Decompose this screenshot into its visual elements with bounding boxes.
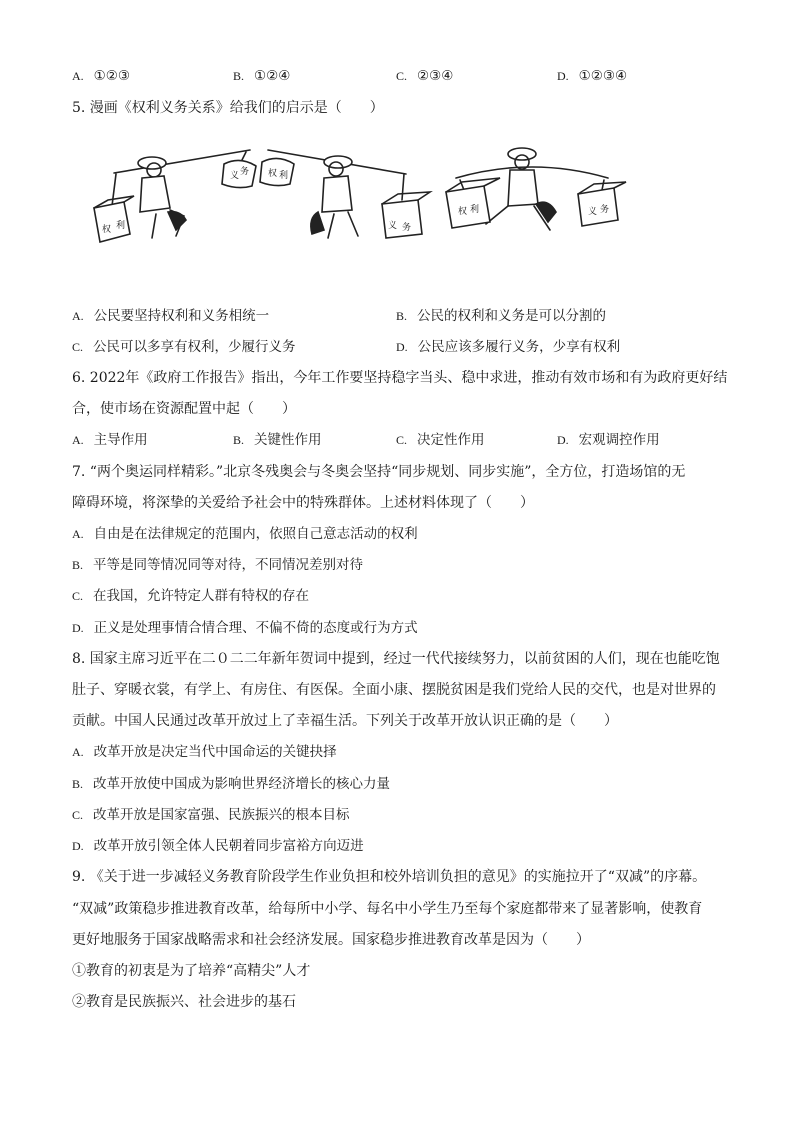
q5-option-d: D. 公民应该多履行义务，少享有权利: [396, 339, 621, 355]
q6-stem-line-1: 6. 2022年《政府工作报告》指出，今年工作要坚持稳字当头、稳中求进，推动有效市场和有为政府更好结: [72, 370, 728, 386]
q8-option-b: B. 改革开放使中国成为影响世界经济增长的核心力量: [72, 776, 391, 792]
q4-option-b: B. ①②④: [233, 68, 291, 84]
q5-stem: 5. 漫画《权利义务关系》给我们的启示是（ ）: [72, 100, 384, 116]
q4-option-d: D. ①②③④: [557, 68, 628, 84]
q6-option-c: C. 决定性作用: [396, 432, 485, 448]
q9-item-2: ②教育是民族振兴、社会进步的基石: [72, 994, 296, 1010]
q9-stem-line-1: 9. 《关于进一步减轻义务教育阶段学生作业负担和校外培训负担的意见》的实施拉开了“双减”的序幕。: [72, 869, 707, 885]
q5-option-b: B. 公民的权利和义务是可以分割的: [396, 308, 607, 324]
q5-option-a: A. 公民要坚持权利和义务相统一: [72, 308, 270, 324]
q7-option-b: B. 平等是同等情况同等对待，不同情况差别对待: [72, 557, 364, 573]
comic-label-li-3: 利: [470, 205, 480, 215]
rights-duties-comic: [72, 138, 632, 263]
comic-label-yi-1: 义: [230, 171, 240, 181]
q7-stem-line-2: 障碍环境，将深挚的关爱给予社会中的特殊群体。上述材料体现了（ ）: [72, 495, 534, 511]
q6-option-d: D. 宏观调控作用: [557, 432, 660, 448]
q7-option-a: A. 自由是在法律规定的范围内，依照自己意志活动的权利: [72, 526, 418, 542]
comic-label-quan-2: 权: [268, 169, 278, 179]
q4-option-c: C. ②③④: [396, 68, 454, 84]
comic-label-li-1: 利: [116, 221, 126, 231]
q8-stem-line-2: 肚子、穿暖衣裳，有学上、有房住、有医保。全面小康、摆脱贫困是我们党给人民的交代，也是对世界的: [72, 682, 716, 698]
comic-panel-3: [446, 148, 626, 230]
q8-stem-line-1: 8. 国家主席习近平在二０二二年新年贺词中提到，经过一代代接续努力，以前贫困的人们，现在也能吃饱: [72, 651, 720, 667]
comic-label-yi-3: 义: [588, 207, 598, 217]
q7-stem-line-1: 7. “两个奥运同样精彩。”北京冬残奥会与冬奥会坚持“同步规划、同步实施”，全方位，打造场馆的无: [72, 464, 686, 480]
comic-label-wu-3: 务: [600, 205, 610, 215]
q9-stem-line-2: “双减”政策稳步推进教育改革，给每所中小学、每名中小学生乃至每个家庭都带来了显著影响，使教育: [72, 901, 703, 917]
q9-stem-line-3: 更好地服务于国家战略需求和社会经济发展。国家稳步推进教育改革是因为（ ）: [72, 932, 590, 948]
q4-option-a: A. ①②③: [72, 68, 130, 84]
q6-option-a: A. 主导作用: [72, 432, 148, 448]
comic-label-quan-1: 权: [102, 225, 112, 235]
q7-option-d: D. 正义是处理事情合情合理、不偏不倚的态度或行为方式: [72, 620, 418, 636]
q8-option-c: C. 改革开放是国家富强、民族振兴的根本目标: [72, 807, 350, 823]
q6-option-b: B. 关键性作用: [233, 432, 322, 448]
q6-stem-line-2: 合，使市场在资源配置中起（ ）: [72, 401, 296, 417]
q8-option-a: A. 改革开放是决定当代中国命运的关键抉择: [72, 744, 337, 760]
comic-label-quan-3: 权: [458, 207, 468, 217]
q8-stem-line-3: 贡献。中国人民通过改革开放过上了幸福生活。下列关于改革开放认识正确的是（ ）: [72, 713, 618, 729]
comic-label-wu-2: 务: [402, 223, 412, 233]
comic-label-yi-2: 义: [388, 221, 398, 231]
q5-option-c: C. 公民可以多享有权利，少履行义务: [72, 339, 296, 355]
q7-option-c: C. 在我国，允许特定人群有特权的存在: [72, 588, 310, 604]
q9-item-1: ①教育的初衷是为了培养“高精尖”人才: [72, 963, 311, 979]
comic-label-wu-1: 务: [240, 167, 250, 177]
comic-label-li-2: 利: [279, 171, 289, 181]
q8-option-d: D. 改革开放引领全体人民朝着同步富裕方向迈进: [72, 838, 364, 854]
